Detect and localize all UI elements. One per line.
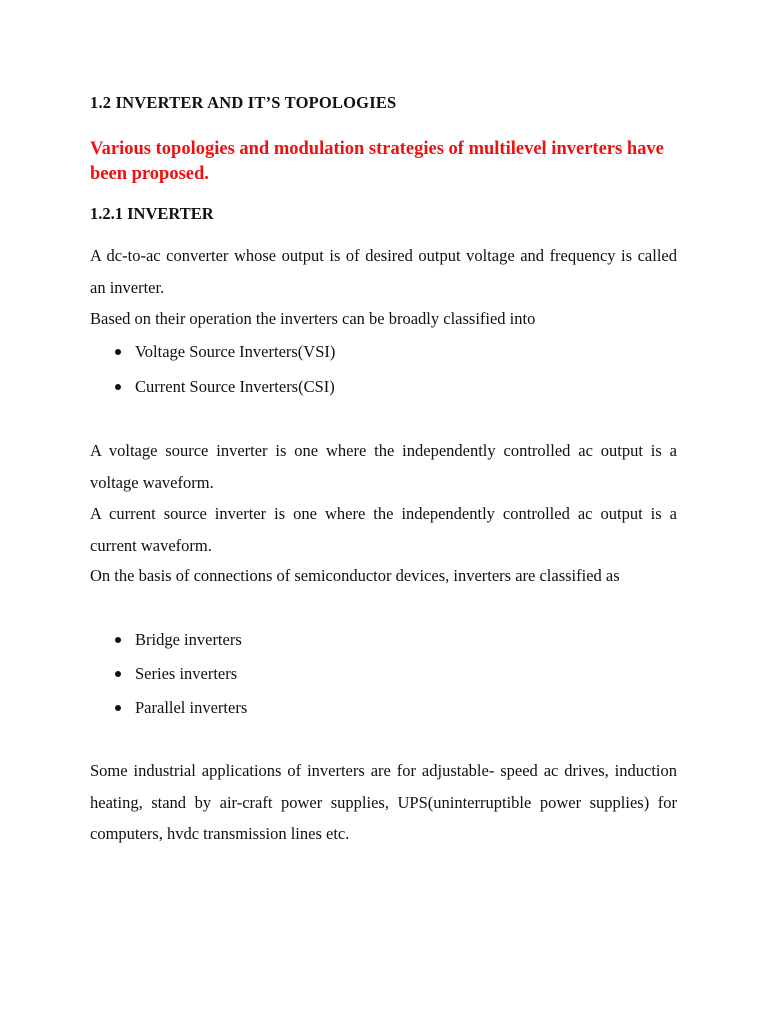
operation-types-list [115, 341, 335, 411]
list-item [115, 663, 247, 685]
bullet-icon [115, 671, 121, 677]
csi-definition-paragraph: A current source inverter is one where the independently controlled ac output is a current waveform. [90, 504, 677, 555]
list-item-label: Voltage Source Inverters(VSI) [135, 342, 336, 361]
section-heading: 1.2 INVERTER AND IT’S TOPOLOGIES [90, 93, 397, 112]
highlight-statement: Various topologies and modulation strategies of multilevel inverters have been proposed. [90, 139, 664, 184]
applications-paragraph: Some industrial applications of inverters are for adjustable- speed ac drives, induction heating, stand by air-craft power supplies, UPS(uninterruptible power supplies) for computers, hvdc transmission lines etc. [90, 761, 677, 843]
bullet-icon [115, 705, 121, 711]
classification-intro-paragraph: Based on their operation the inverters can be broadly classified into [90, 309, 536, 328]
connection-types-list [115, 629, 247, 731]
bullet-icon [115, 384, 121, 390]
list-item-label: Parallel inverters [135, 698, 248, 717]
vsi-definition-paragraph: A voltage source inverter is one where the independently controlled ac output is a voltage waveform. [90, 441, 677, 492]
list-item [115, 376, 335, 398]
list-item [115, 629, 247, 651]
list-item-label: Current Source Inverters(CSI) [135, 377, 335, 396]
list-item-label: Series inverters [135, 664, 238, 683]
list-item [115, 341, 335, 363]
list-item-label: Bridge inverters [135, 630, 242, 649]
list-item [115, 697, 247, 719]
bullet-icon [115, 349, 121, 355]
subsection-heading: 1.2.1 INVERTER [90, 204, 214, 223]
connection-intro-paragraph: On the basis of connections of semiconductor devices, inverters are classified as [90, 566, 620, 585]
inverter-definition-paragraph: A dc-to-ac converter whose output is of desired output voltage and frequency is called an inverter. [90, 246, 677, 297]
bullet-icon [115, 637, 121, 643]
